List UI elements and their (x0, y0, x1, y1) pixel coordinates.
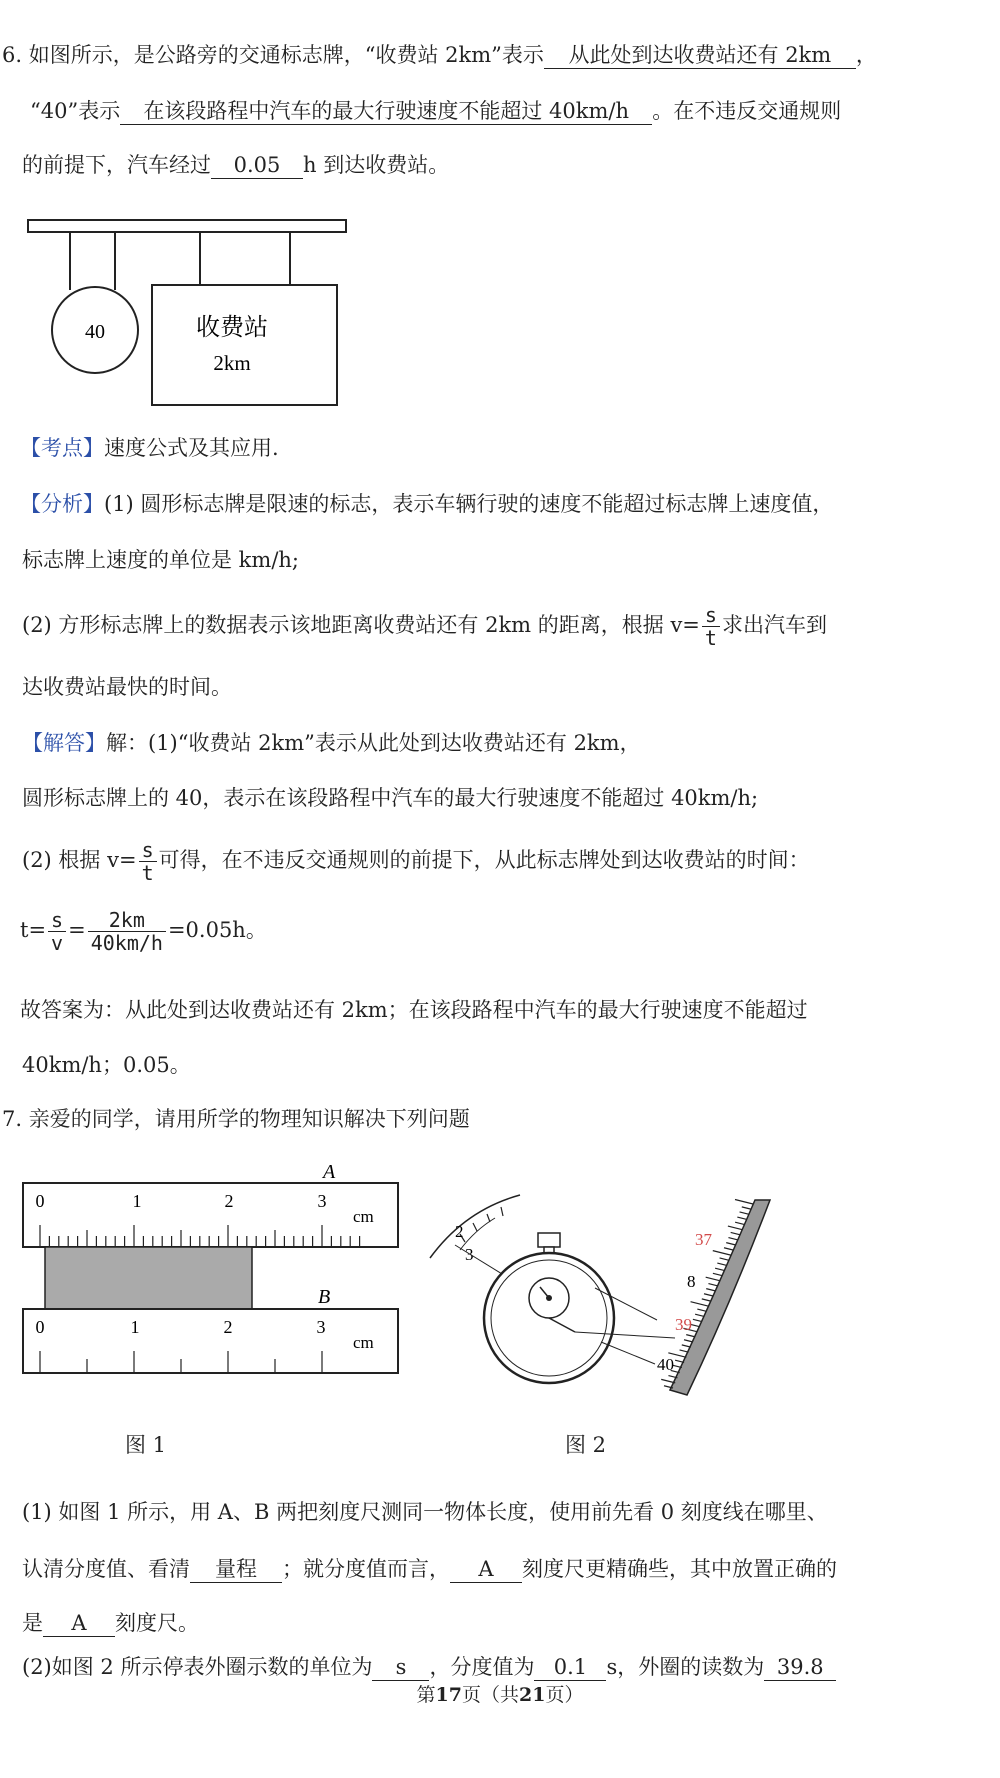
ruler-a (23, 1183, 398, 1247)
toll-station-distance: 2km (213, 351, 251, 375)
jieda-text: 解：(1)“收费站 2km”表示从此处到达收费站还有 2km， (106, 731, 641, 755)
ruler-b-tick-label: 0 (35, 1317, 45, 1337)
scale-tick (693, 1319, 702, 1321)
jieda-text: (2) 根据 v= (22, 848, 137, 872)
answer-1: 故答案为：从此处到达收费站还有 2km；在该段路程中汽车的最大行驶速度不能超过 (20, 998, 808, 1022)
q7-p1-line3 (22, 1608, 199, 1638)
figure-2-stopwatch (425, 1190, 780, 1400)
q7-answer-reading: 39.8 (764, 1654, 836, 1681)
scale-tick (661, 1379, 675, 1383)
scale-tick (720, 1258, 729, 1260)
scale-tick (702, 1299, 711, 1301)
scale-number-8: 8 (687, 1272, 696, 1291)
measured-object (45, 1247, 252, 1309)
footer-text: 第 (416, 1684, 436, 1706)
scale-tick (713, 1273, 722, 1275)
q6-line3 (22, 150, 449, 180)
scale-tick (697, 1309, 706, 1311)
ruler-a-tick-label: 3 (317, 1191, 327, 1211)
magnified-scale-band (670, 1200, 770, 1395)
q7-answer-correct: A (43, 1610, 115, 1637)
q7-answer-division: 0.1 (534, 1654, 606, 1681)
scale-number-39: 39 (675, 1315, 692, 1334)
footer-page: 17 (435, 1684, 462, 1706)
scale-tick (691, 1302, 709, 1307)
frac-numerator: s (48, 909, 66, 932)
q6-text: h 到达收费站。 (303, 153, 450, 177)
q6-line2 (30, 96, 841, 126)
fraction-s-over-t (702, 604, 720, 649)
q7-text: 刻度尺。 (115, 1611, 199, 1635)
fenxi-text: (1) 圆形标志牌是限速的标志，表示车辆行驶的速度不能超过标志牌上速度值， (104, 492, 834, 516)
q7-text: (2)如图 2 所示停表外圈示数的单位为 (22, 1655, 373, 1679)
q6-text: ， (855, 43, 877, 67)
frac-numerator: s (139, 839, 157, 862)
scale-tick (691, 1324, 700, 1326)
fenxi-text: (2) 方形标志牌上的数据表示该地距离收费站还有 2km 的距离，根据 v= (22, 613, 700, 637)
ruler-a-label: A (323, 1161, 336, 1183)
jieda-2: 圆形标志牌上的 40，表示在该段路程中汽车的最大行驶速度不能超过 40km/h; (22, 786, 759, 810)
scale-number-40: 40 (657, 1355, 674, 1374)
scale-tick (715, 1268, 724, 1270)
ruler-a-tick-label: 0 (35, 1191, 45, 1211)
magnified-scale-ticks (661, 1200, 753, 1389)
traffic-sign-figure (20, 210, 360, 410)
dial-tick (487, 1214, 490, 1222)
q6-answer-1: 从此处到达收费站还有 2km (544, 42, 856, 69)
jieda-3 (22, 835, 810, 885)
kaodian (20, 433, 279, 463)
q7-text: ，分度值为 (429, 1655, 535, 1679)
q7-p1-line1: (1) 如图 1 所示，用 A、B 两把刻度尺测同一物体长度，使用前先看 0 刻度线在哪里、 (22, 1500, 828, 1524)
fenxi-tag: 【分析】 (20, 492, 104, 516)
scale-tick (684, 1340, 693, 1342)
ruler-a-tick-label: 2 (224, 1191, 234, 1211)
calc-line (20, 905, 267, 955)
scale-tick (742, 1207, 751, 1209)
scale-tick (682, 1345, 691, 1347)
q6-text: 的前提下，汽车经过 (22, 153, 211, 177)
fraction-s-over-v (48, 909, 66, 954)
toll-station-label: 收费站 (196, 315, 268, 341)
scale-tick (726, 1243, 735, 1245)
frac-denominator: t (704, 626, 717, 650)
q6-line1 (2, 40, 877, 70)
ruler-b-unit: cm (353, 1333, 374, 1352)
fraction-2km-over-40kmh (88, 909, 166, 954)
dial-number-3: 3 (465, 1245, 474, 1264)
ruler-b-tick-label: 2 (223, 1317, 233, 1337)
q7-p2-line (22, 1652, 836, 1682)
fig1-caption: 图 1 (125, 1433, 167, 1457)
q6-answer-3: 0.05 (211, 152, 303, 179)
calc-text: = (68, 918, 86, 942)
q7-answer-precise: A (450, 1556, 522, 1583)
kaodian-text: 速度公式及其应用. (104, 436, 279, 460)
dial-tick (473, 1223, 477, 1231)
fenxi-3 (22, 600, 827, 650)
scale-tick (717, 1263, 726, 1265)
fenxi-4: 达收费站最快的时间。 (22, 675, 232, 699)
scale-tick (737, 1217, 746, 1219)
kaodian-tag: 【考点】 (20, 436, 104, 460)
scale-tick (731, 1232, 740, 1234)
q7-answer-range: 量程 (190, 1556, 282, 1583)
scale-tick (728, 1238, 737, 1240)
frac-numerator: 2km (88, 909, 166, 932)
scale-tick (706, 1277, 720, 1281)
dial-number-2: 2 (455, 1222, 464, 1241)
q6-text: 。在不违反交通规则 (652, 99, 842, 123)
ruler-b-tick-label: 3 (316, 1317, 326, 1337)
frac-denominator: 40km/h (90, 931, 163, 955)
figure-1-rulers (18, 1155, 408, 1380)
page-footer (0, 1680, 1000, 1707)
fenxi-1 (20, 489, 833, 519)
answer-2: 40km/h；0.05。 (22, 1053, 191, 1077)
q7-text: 是 (22, 1611, 43, 1635)
scale-tick (706, 1289, 715, 1291)
fraction-s-over-t (139, 839, 157, 884)
fenxi-2: 标志牌上速度的单位是 km/h; (22, 548, 299, 572)
scale-number-37: 37 (695, 1230, 712, 1249)
q7-text: 认清分度值、看清 (22, 1557, 190, 1581)
scale-tick (708, 1284, 717, 1286)
calc-text: =0.05h。 (167, 918, 267, 942)
sign-bar (28, 220, 346, 232)
frac-denominator: t (141, 861, 154, 885)
q7-p1-line2 (22, 1554, 837, 1584)
ruler-b-tick-label: 1 (130, 1317, 140, 1337)
speed-limit-value: 40 (85, 321, 105, 343)
q6-text: 6. 如图所示，是公路旁的交通标志牌，“收费站 2km”表示 (2, 43, 544, 67)
fenxi-text: 求出汽车到 (721, 613, 827, 637)
stopwatch-crown (538, 1233, 560, 1247)
fig2-caption: 图 2 (565, 1433, 607, 1457)
footer-total: 21 (519, 1684, 546, 1706)
ruler-a-unit: cm (353, 1207, 374, 1226)
scale-tick (686, 1335, 695, 1337)
scale-tick (695, 1314, 704, 1316)
calc-text: t= (20, 918, 47, 942)
q6-answer-2: 在该段路程中汽车的最大行驶速度不能超过 40km/h (120, 98, 652, 125)
scale-tick (680, 1350, 689, 1352)
ruler-b-label: B (318, 1286, 331, 1308)
q7-text: 刻度尺更精确些，其中放置正确的 (522, 1557, 837, 1581)
scale-tick (724, 1248, 733, 1250)
scale-tick (735, 1222, 744, 1224)
ruler-b (23, 1309, 398, 1373)
scale-tick (740, 1212, 749, 1214)
frac-denominator: v (51, 931, 64, 955)
frac-numerator: s (702, 604, 720, 627)
dial-tick (501, 1207, 503, 1216)
toll-station-sign (152, 285, 337, 405)
leader-line (601, 1342, 655, 1364)
jieda-text: 可得，在不违反交通规则的前提下，从此标志牌处到达收费站的时间： (158, 848, 810, 872)
ruler-a-tick-label: 1 (132, 1191, 142, 1211)
q7-title: 7. 亲爱的同学，请用所学的物理知识解决下列问题 (2, 1107, 470, 1131)
scale-tick (735, 1200, 753, 1205)
footer-text: 页） (545, 1684, 584, 1706)
q7-text: ；就分度值而言， (282, 1557, 450, 1581)
footer-text: 页（共 (461, 1684, 519, 1706)
scale-tick (728, 1226, 742, 1230)
q6-text: “40”表示 (30, 99, 121, 123)
q7-answer-unit: s (372, 1654, 429, 1681)
scale-tick (704, 1294, 713, 1296)
scale-tick (713, 1251, 731, 1256)
jieda-tag: 【解答】 (22, 731, 106, 755)
q7-text: s，外圈的读数为 (606, 1655, 765, 1679)
jieda-1 (22, 728, 641, 758)
